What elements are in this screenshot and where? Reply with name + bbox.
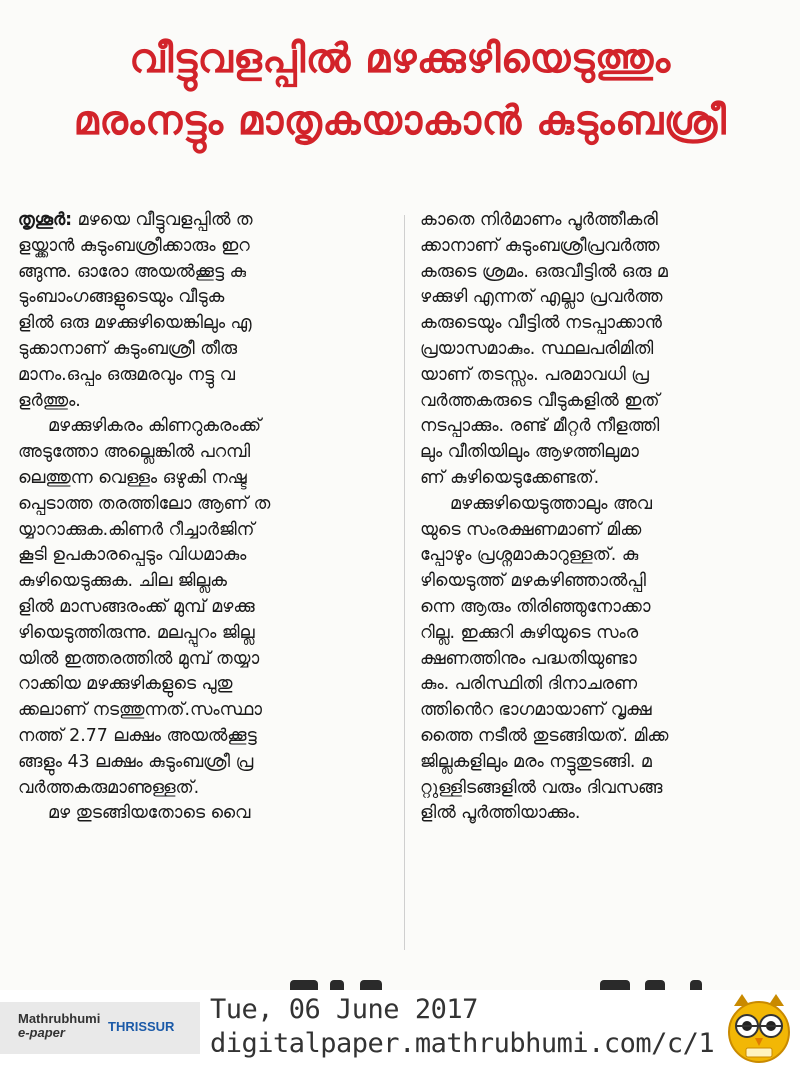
epaper-footer bbox=[0, 990, 800, 1071]
article-line-text: ങ്ങളും 43 ലക്ഷം കുടുംബശ്രീ പ്ര bbox=[18, 751, 254, 772]
article-line-text: പ്രയാസമാകും. സ്ഥലപരിമിതി bbox=[420, 338, 654, 359]
article-line bbox=[18, 285, 398, 311]
article-line-text: ഴിയെടുത്ത് മഴകഴിഞ്ഞാൽപ്പി bbox=[420, 571, 646, 592]
article-line bbox=[18, 208, 398, 234]
article-line bbox=[18, 311, 398, 337]
article-line-text: യ്യാറാക്കുക.കിണർ റീച്ചാർജിന് bbox=[18, 519, 255, 540]
brand-logo[interactable] bbox=[0, 1002, 200, 1054]
article-line-text: വർത്തകരുമാണുള്ളത്. bbox=[18, 777, 200, 798]
article-line-text: ണ് കുഴിയെടുക്കേണ്ടത്. bbox=[420, 467, 600, 488]
article-line-text: യിൽ ഇത്തരത്തിൽ മുമ്പ് തയ്യാ bbox=[18, 648, 260, 669]
article-line bbox=[18, 569, 398, 595]
article-line bbox=[18, 466, 398, 492]
article-line bbox=[420, 776, 800, 802]
article-line-text: ങ്ങുന്നു. ഓരോ അയൽക്കൂട്ട കു bbox=[18, 261, 246, 282]
article-line bbox=[18, 698, 398, 724]
article-line-text: ഴക്കുഴി എന്നത് എല്ലാ പ്രവർത്ത bbox=[420, 287, 663, 308]
article-line bbox=[420, 647, 800, 673]
article-line-text: വർത്തകരുടെ വീടുകളിൽ ഇത് bbox=[420, 390, 660, 411]
article-line bbox=[18, 647, 398, 673]
article-line-text: ക്കലാണ് നടത്തുന്നത്.സംസ്ഥാ bbox=[18, 700, 262, 721]
headline-line-1: വീട്ടുവളപ്പിൽ മഴക്കുഴിയെടുത്തും bbox=[129, 36, 671, 82]
article-line bbox=[18, 337, 398, 363]
article-line bbox=[18, 234, 398, 260]
article-line bbox=[18, 621, 398, 647]
article-line-text: റില്ല. ഇക്കുറി കുഴിയുടെ സംര bbox=[420, 622, 639, 643]
column-divider bbox=[404, 215, 405, 950]
article-line bbox=[18, 801, 398, 827]
article-line-text: ലും വീതിയിലും ആഴത്തിലുമാ bbox=[420, 442, 639, 463]
article-line bbox=[18, 518, 398, 544]
article-line-text: ളിൽ ഒരു മഴക്കുഴിയെങ്കിലും എ bbox=[18, 313, 252, 334]
article-line-text: ളിൽ പൂർത്തിയാക്കും. bbox=[420, 803, 581, 824]
article-line-text: പ്പോഴും പ്രശ്നമാകാറുള്ളത്. കു bbox=[420, 545, 639, 566]
article-line-text: ന്നെ ആരും തിരിഞ്ഞുനോക്കാ bbox=[420, 596, 651, 617]
article-line bbox=[420, 466, 800, 492]
article-column-left bbox=[18, 208, 398, 827]
article-line bbox=[18, 363, 398, 389]
article-line-text: ലെത്തുന്ന വെള്ളം ഒഴുകി നഷ്ട bbox=[18, 467, 247, 488]
article-line-text: ടുംബാംഗങ്ങളുടെയും വീടുക bbox=[18, 287, 225, 308]
article-line bbox=[18, 543, 398, 569]
article-line bbox=[420, 492, 800, 518]
article-line bbox=[420, 621, 800, 647]
article-line bbox=[18, 389, 398, 415]
article-line bbox=[420, 724, 800, 750]
article-line-text: നത്ത് 2.77 ലക്ഷം അയൽക്കൂട്ട bbox=[18, 725, 257, 746]
article-line bbox=[420, 672, 800, 698]
article-line-text: ക്കാനാണ് കുടുംബശ്രീപ്രവർത്ത bbox=[420, 235, 660, 256]
article-line bbox=[420, 285, 800, 311]
article-line-text: റ്റുള്ളിടങ്ങളിൽ വരും ദിവസങ്ങ bbox=[420, 777, 663, 798]
article-line bbox=[18, 750, 398, 776]
article-line-text: ജില്ലകളിലും മരം നട്ടുതുടങ്ങി. മ bbox=[420, 751, 652, 772]
article-line-text: മഴയെ വീട്ടുവളപ്പിൽ ത bbox=[72, 210, 253, 230]
article-line bbox=[420, 750, 800, 776]
article-line-text: ക്ഷണത്തിനും പദ്ധതിയുണ്ടാ bbox=[420, 648, 637, 669]
article-line bbox=[18, 492, 398, 518]
article-line bbox=[420, 363, 800, 389]
article-line bbox=[420, 801, 800, 827]
article-line bbox=[420, 518, 800, 544]
article-line-text: കാതെ നിർമാണം പൂർത്തീകരി bbox=[420, 210, 658, 230]
article-line bbox=[420, 389, 800, 415]
article-line bbox=[420, 698, 800, 724]
article-line-text: ത്തൈ നടീൽ തുടങ്ങിയത്. മിക്ക bbox=[420, 725, 669, 746]
source-url[interactable]: digitalpaper.mathrubhumi.com/c/1 bbox=[210, 1028, 715, 1059]
article-line-text: കരുടെ ശ്രമം. ഒരുവീട്ടിൽ ഒരു മ bbox=[420, 261, 668, 282]
article-line-text: ടുക്കാനാണ് കുടുംബശ്രീ തീരു bbox=[18, 338, 237, 359]
edition-label: THRISSUR bbox=[108, 1019, 175, 1034]
article-line-text: മഴക്കുഴിയെടുത്താലും അവ bbox=[450, 493, 652, 514]
article-line-text: ത്തിൻെറ ഭാഗമായാണ് വൃക്ഷ bbox=[420, 700, 652, 721]
article-line-text: കൂടി ഉപകാരപ്പെടും വിധമാകും bbox=[18, 545, 247, 566]
article-line-text: കുഴിയെടുക്കുക. ചില ജില്ലക bbox=[18, 571, 227, 592]
article-line bbox=[420, 260, 800, 286]
article-line bbox=[420, 414, 800, 440]
dateline: തൃശൂർ: bbox=[18, 210, 73, 230]
article-line bbox=[420, 208, 800, 234]
article-line-text: കും. പരിസ്ഥിതി ദിനാചരണ bbox=[420, 674, 637, 695]
article-line-text: ളിൽ മാസങ്ങരംക്ക് മുമ്പ് മഴക്കു bbox=[18, 596, 255, 617]
article-line-text: യുടെ സംരക്ഷണമാണ് മിക്ക bbox=[420, 519, 642, 540]
headline bbox=[0, 28, 800, 152]
article-line bbox=[18, 260, 398, 286]
brand-subtitle: e-paper bbox=[18, 1025, 65, 1040]
article-line-text: റാക്കിയ മഴക്കുഴികളുടെ പുതു bbox=[18, 674, 233, 695]
article-line bbox=[18, 595, 398, 621]
article-line bbox=[420, 440, 800, 466]
article-line bbox=[18, 414, 398, 440]
article-line-text: ളയ്ക്കാൻ കുടുംബശ്രീക്കാരും ഇറ bbox=[18, 235, 250, 256]
article-line bbox=[420, 543, 800, 569]
article-line-text: പ്പെടാത്ത തരത്തിലോ ആണ് ത bbox=[18, 493, 271, 514]
article-line-text: മഴക്കുഴികരം കിണറുകരംക്ക് bbox=[48, 416, 261, 437]
article-line-text: മാനം.ഒപ്പം ഒരുമരവും നട്ടു വ bbox=[18, 364, 235, 385]
article-line-text: അടുത്തോ അല്ലെങ്കിൽ പറമ്പി bbox=[18, 442, 251, 463]
article-line bbox=[420, 595, 800, 621]
article-line bbox=[18, 776, 398, 802]
owl-icon bbox=[724, 992, 794, 1064]
headline-line-2: മരംനട്ടും മാതൃകയാകാൻ കുടുംബശ്രീ bbox=[73, 98, 727, 144]
article-column-right bbox=[420, 208, 800, 827]
article-line-text: കരുടെയും വീട്ടിൽ നടപ്പാക്കാൻ bbox=[420, 313, 662, 334]
article-line bbox=[420, 569, 800, 595]
article-line bbox=[420, 234, 800, 260]
article-line bbox=[18, 672, 398, 698]
article-line bbox=[420, 311, 800, 337]
article-line-text: യാണ് തടസ്സം. പരമാവധി പ്ര bbox=[420, 364, 649, 385]
article-line-text: ളർത്തും. bbox=[18, 390, 81, 411]
article-line-text: മഴ തുടങ്ങിയതോടെ വൈ bbox=[48, 803, 251, 824]
article-line-text: ഴിയെടുത്തിരുന്നു. മലപ്പുറം ജില്ല bbox=[18, 622, 255, 643]
article-line-text: നടപ്പാക്കും. രണ്ട് മീറ്റർ നീളത്തി bbox=[420, 416, 660, 437]
publication-date: Tue, 06 June 2017 bbox=[210, 994, 478, 1025]
brand-name: Mathrubhumi bbox=[18, 1011, 101, 1026]
article-line bbox=[18, 440, 398, 466]
article-line bbox=[18, 724, 398, 750]
next-article-cut-edge bbox=[0, 968, 800, 990]
article-line bbox=[420, 337, 800, 363]
